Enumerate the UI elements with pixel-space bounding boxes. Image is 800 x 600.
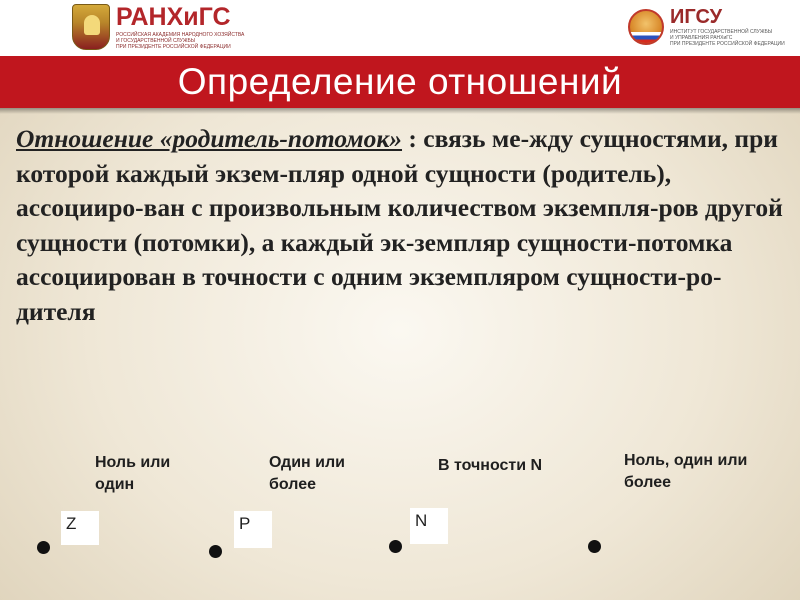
ranepa-logo xyxy=(72,4,244,50)
ranepa-crest-icon xyxy=(72,4,110,50)
cardinality-symbol-box: P xyxy=(234,511,272,548)
definition-text: : связь ме-жду сущностями, при которой каждый экзем-пляр одной сущности (родитель), ассоцииро-ван с произвольным количеством экземпля-ров другой сущности (потомки), а каждый эк-земпляр сущности-потомка ассоциирован в точности с одним экземпляром сущности-ро-дителя xyxy=(16,124,783,326)
cardinality-label-zero-or-one: Ноль или один xyxy=(95,454,171,493)
relationship-endpoint-dot xyxy=(37,541,50,554)
igsu-seal-icon xyxy=(628,9,664,45)
slide-title: Определение отношений xyxy=(177,61,623,102)
igsu-logo-name: ИГСУ xyxy=(670,6,723,28)
relationship-endpoint-dot xyxy=(209,545,222,558)
igsu-logo-subtitle: ИНСТИТУТ ГОСУДАРСТВЕННОЙ СЛУЖБЫ И УПРАВЛЕНИЯ РАНХиГС ПРИ ПРЕЗИДЕНТЕ РОССИЙСКОЙ ФЕДЕРАЦИИ xyxy=(670,29,785,47)
header xyxy=(0,0,800,56)
title-band xyxy=(0,56,800,108)
relationship-endpoint-dot xyxy=(588,540,601,553)
ranepa-logo-subtitle: РОССИЙСКАЯ АКАДЕМИЯ НАРОДНОГО ХОЗЯЙСТВА И ГОСУДАРСТВЕННОЙ СЛУЖБЫ ПРИ ПРЕЗИДЕНТЕ РОССИЙСКОЙ ФЕДЕРАЦИИ xyxy=(116,31,245,50)
ranepa-logo-name: РАНХиГС xyxy=(116,2,231,31)
cardinality-label-one-or-more: Один или более xyxy=(269,454,345,493)
definition-term: Отношение «родитель-потомок» xyxy=(16,124,403,153)
cardinality-label-exactly-n: В точности N xyxy=(438,457,543,474)
cardinality-symbol-box: Z xyxy=(61,511,99,545)
igsu-logo xyxy=(628,4,785,50)
cardinality-symbol-box: N xyxy=(410,508,448,544)
definition-paragraph xyxy=(16,122,790,330)
relationship-endpoint-dot xyxy=(389,540,402,553)
cardinality-label-zero-one-or-more: Ноль, один или более xyxy=(624,452,748,491)
